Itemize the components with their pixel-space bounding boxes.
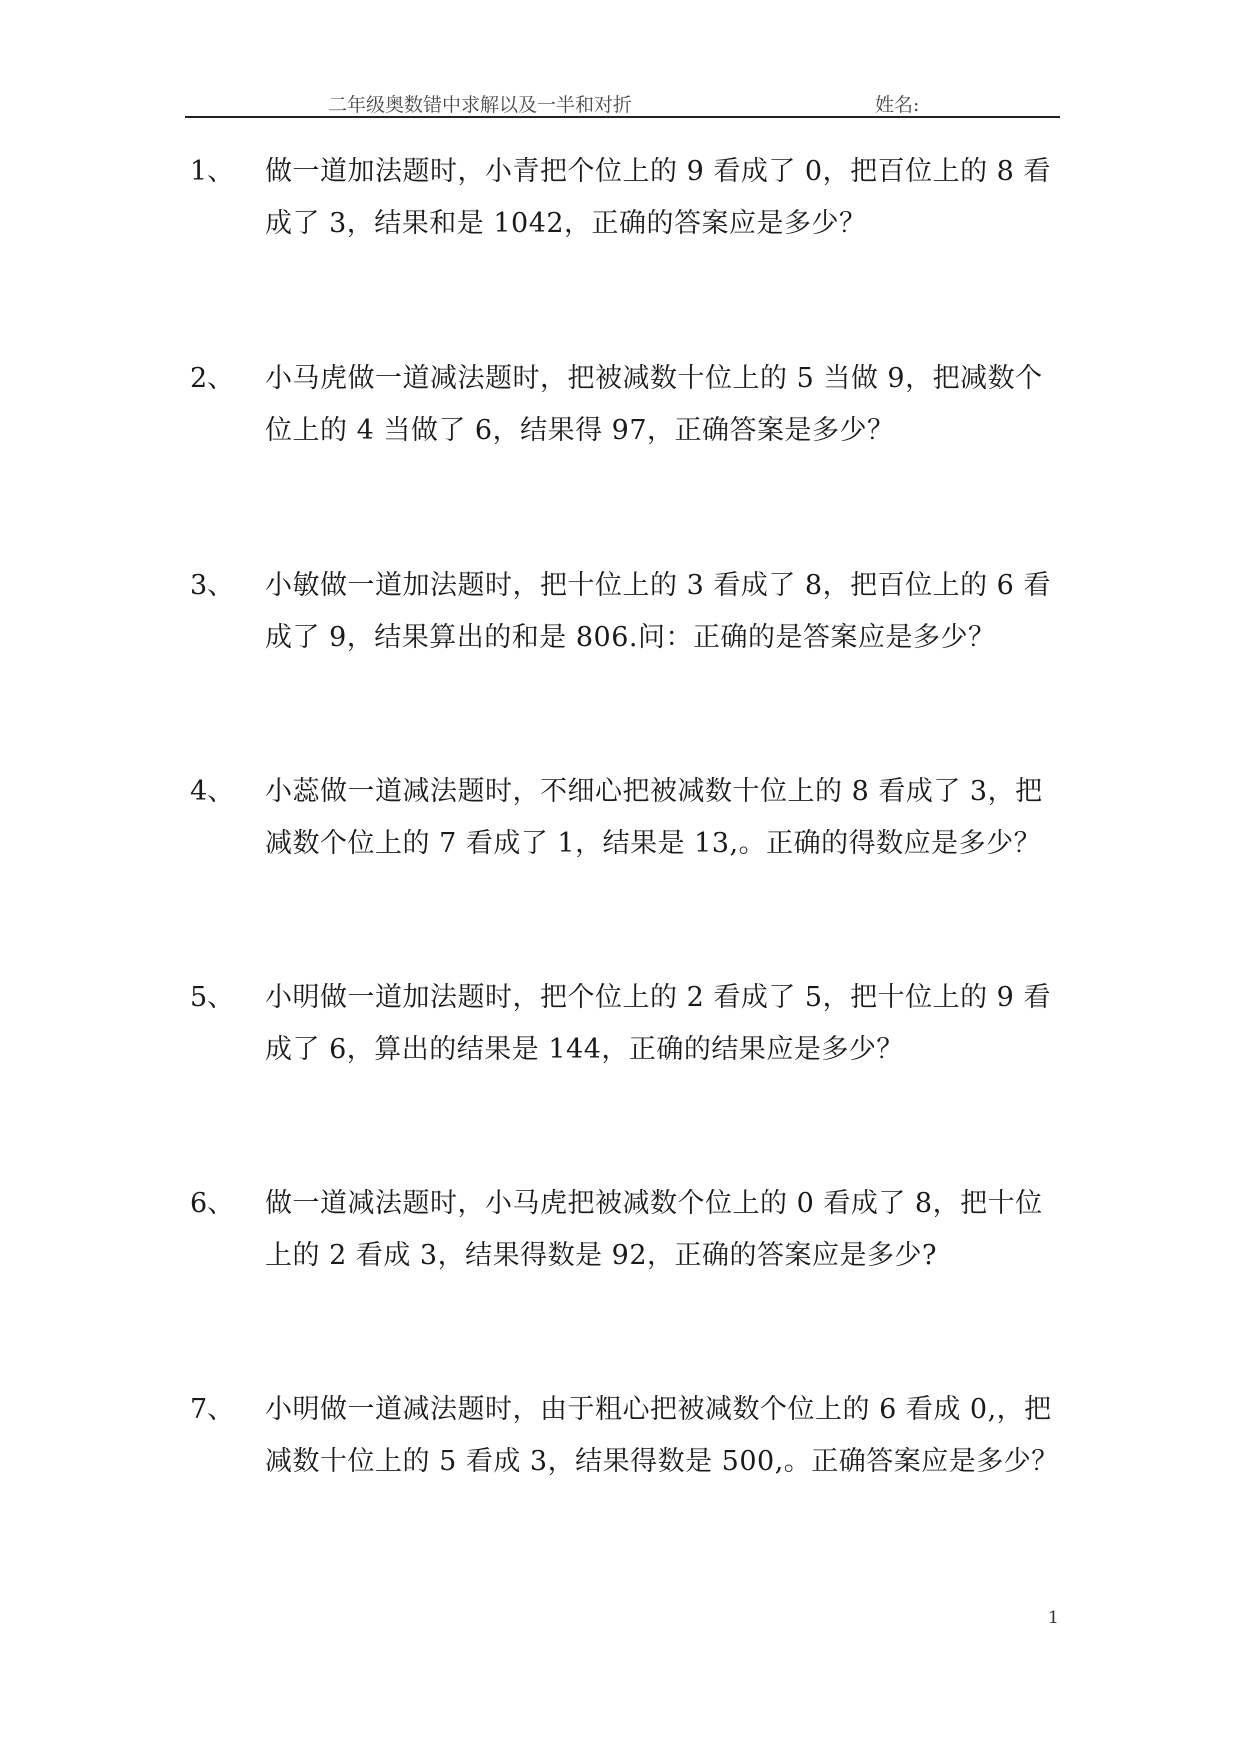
problem-text: 小敏做一道加法题时，把十位上的 3 看成了 8，把百位上的 6 看成了 9，结果算出的和是 806.问：正确的是答案应是多少？ bbox=[265, 570, 1051, 653]
problem-number: 4、 bbox=[190, 776, 235, 807]
problem-number: 3、 bbox=[190, 570, 235, 601]
problem-number: 5、 bbox=[190, 982, 235, 1013]
problem-number: 2、 bbox=[190, 363, 235, 394]
problem-text: 做一道加法题时，小青把个位上的 9 看成了 0，把百位上的 8 看成了 3，结果和是 1042，正确的答案应是多少？ bbox=[265, 156, 1051, 239]
name-label: 姓名: bbox=[875, 94, 920, 116]
problem-number: 1、 bbox=[190, 156, 235, 187]
problem-text: 小马虎做一道减法题时，把被减数十位上的 5 当做 9，把减数个位上的 4 当做了 6，结果得 97，正确答案是多少？ bbox=[265, 363, 1043, 446]
problem-number: 7、 bbox=[190, 1394, 235, 1425]
problem-text: 小明做一道减法题时，由于粗心把被减数个位上的 6 看成 0,，把减数十位上的 5 看成 3，结果得数是 500,。正确答案应是多少？ bbox=[265, 1394, 1059, 1477]
page-number: 1 bbox=[1048, 1608, 1059, 1628]
problem-text: 小明做一道加法题时，把个位上的 2 看成了 5，把十位上的 9 看成了 6，算出的结果是 144，正确的结果应是多少？ bbox=[265, 982, 1051, 1065]
header-title: 二年级奥数错中求解以及一半和对折 bbox=[328, 94, 633, 116]
problem-text: 做一道减法题时，小马虎把被减数个位上的 0 看成了 8，把十位上的 2 看成 3，结果得数是 92，正确的答案应是多少? bbox=[265, 1188, 1043, 1271]
problem-number: 6、 bbox=[190, 1188, 235, 1219]
problem-text: 小蕊做一道减法题时，不细心把被减数十位上的 8 看成了 3，把减数个位上的 7 看成了 1，结果是 13,。正确的得数应是多少？ bbox=[265, 776, 1043, 859]
page-header bbox=[185, 86, 1060, 118]
